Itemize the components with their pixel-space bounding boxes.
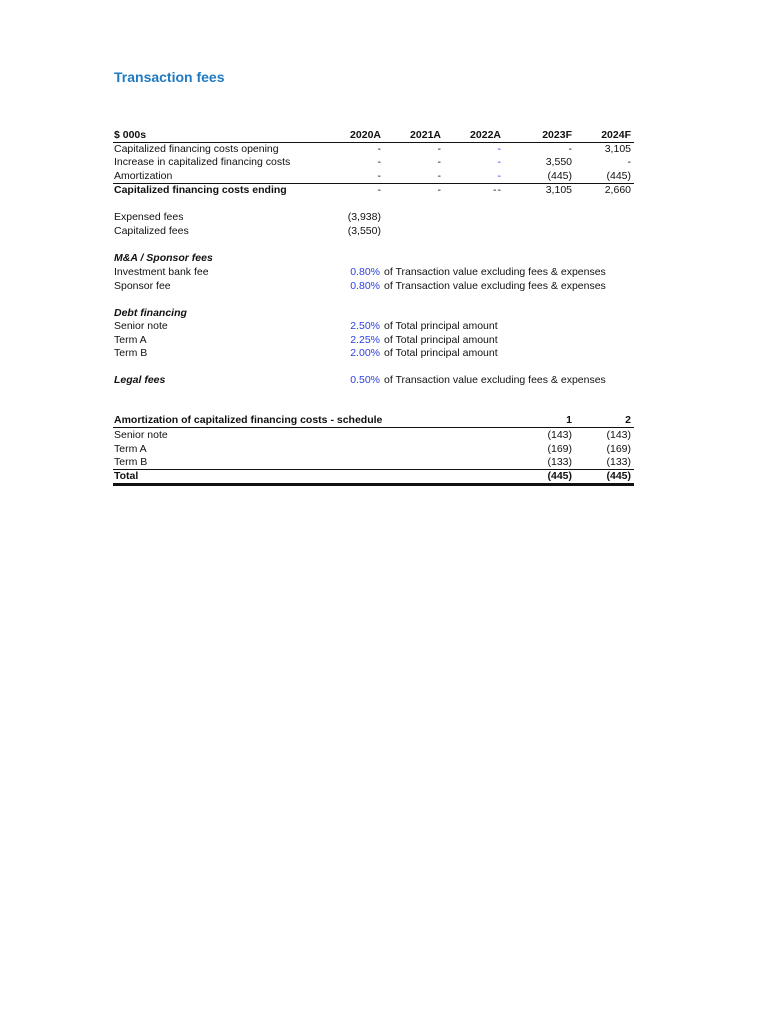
fee-percent: 2.50% [350, 320, 380, 332]
fee-label: Term A [114, 334, 147, 346]
list-item [113, 334, 634, 347]
col-header: 1 [566, 414, 572, 426]
table-row [113, 156, 634, 169]
fee-value: (3,550) [347, 225, 381, 237]
cell: - [377, 184, 381, 196]
page-title: Transaction fees [114, 69, 225, 85]
row-label: Capitalized financing costs opening [114, 143, 279, 155]
cell: (133) [547, 456, 572, 468]
cell: - [497, 170, 501, 182]
schedule-title: Amortization of capitalized financing costs - schedule [114, 414, 383, 426]
fee-percent: 0.80% [350, 266, 380, 278]
fee-description: of Transaction value excluding fees & expenses [384, 280, 606, 292]
table-row [113, 143, 634, 156]
schedule-header-row [113, 414, 634, 428]
cell: 3,105 [545, 184, 572, 196]
cell: - [377, 156, 381, 168]
fee-label: Sponsor fee [114, 280, 171, 292]
fee-label: Investment bank fee [114, 266, 209, 278]
table-row [113, 170, 634, 184]
col-header: 2023F [542, 129, 572, 141]
cell: - [627, 156, 631, 168]
summary-total-row [113, 184, 634, 197]
ma-heading: M&A / Sponsor fees [114, 252, 213, 264]
fee-percent: 2.00% [350, 347, 380, 359]
col-header: 2 [625, 414, 631, 426]
cell: - [437, 184, 441, 196]
row-label: Amortization [114, 170, 173, 182]
cell: - [493, 184, 497, 196]
row-label: Term B [114, 456, 148, 468]
cell: - [437, 143, 441, 155]
legal-heading: Legal fees [114, 374, 166, 386]
section-heading [113, 307, 634, 320]
fee-description: of Total principal amount [384, 334, 498, 346]
fee-description: of Total principal amount [384, 347, 498, 359]
cell: - [437, 156, 441, 168]
list-item [113, 225, 634, 238]
fee-value: (3,938) [347, 211, 381, 223]
row-label: Increase in capitalized financing costs [114, 156, 291, 168]
cell: - [568, 143, 572, 155]
schedule-total-row [113, 470, 634, 486]
debt-heading: Debt financing [114, 307, 187, 319]
cell: - [437, 170, 441, 182]
cell: - [377, 143, 381, 155]
list-item [113, 320, 634, 333]
col-header: 2024F [601, 129, 631, 141]
cell: 3,105 [604, 143, 631, 155]
section-heading [113, 252, 634, 265]
list-item [113, 280, 634, 293]
row-label: Term A [114, 443, 147, 455]
fee-label: Senior note [114, 320, 168, 332]
cell: (133) [606, 456, 631, 468]
cell: (445) [606, 470, 631, 482]
row-label: Total [114, 470, 139, 482]
row-label: Capitalized financing costs ending [114, 184, 287, 196]
fee-percent: 0.50% [350, 374, 380, 386]
cell: - [497, 184, 501, 196]
col-header: 2022A [470, 129, 501, 141]
cell: - [377, 170, 381, 182]
cell: 2,660 [604, 184, 631, 196]
cell: (143) [606, 429, 631, 441]
table-row [113, 429, 634, 442]
cell: (169) [606, 443, 631, 455]
table-row [113, 443, 634, 456]
cell: - [497, 143, 501, 155]
cell: 3,550 [545, 156, 572, 168]
col-header: 2021A [410, 129, 441, 141]
table-row [113, 456, 634, 470]
fee-description: of Total principal amount [384, 320, 498, 332]
list-item [113, 347, 634, 360]
fee-label: Capitalized fees [114, 225, 189, 237]
cell: (169) [547, 443, 572, 455]
cell: (143) [547, 429, 572, 441]
fee-label: Term B [114, 347, 148, 359]
fee-label: Expensed fees [114, 211, 184, 223]
cell: (445) [606, 170, 631, 182]
cell: - [497, 156, 501, 168]
list-item [113, 266, 634, 279]
col-header: 2020A [350, 129, 381, 141]
fee-description: of Transaction value excluding fees & expenses [384, 374, 606, 386]
summary-header-row [113, 129, 634, 143]
cell: (445) [547, 170, 572, 182]
list-item [113, 211, 634, 224]
fee-description: of Transaction value excluding fees & expenses [384, 266, 606, 278]
fee-percent: 0.80% [350, 280, 380, 292]
units-label: $ 000s [114, 129, 147, 141]
row-label: Senior note [114, 429, 168, 441]
cell: (445) [547, 470, 572, 482]
list-item [113, 374, 634, 387]
fee-percent: 2.25% [350, 334, 380, 346]
